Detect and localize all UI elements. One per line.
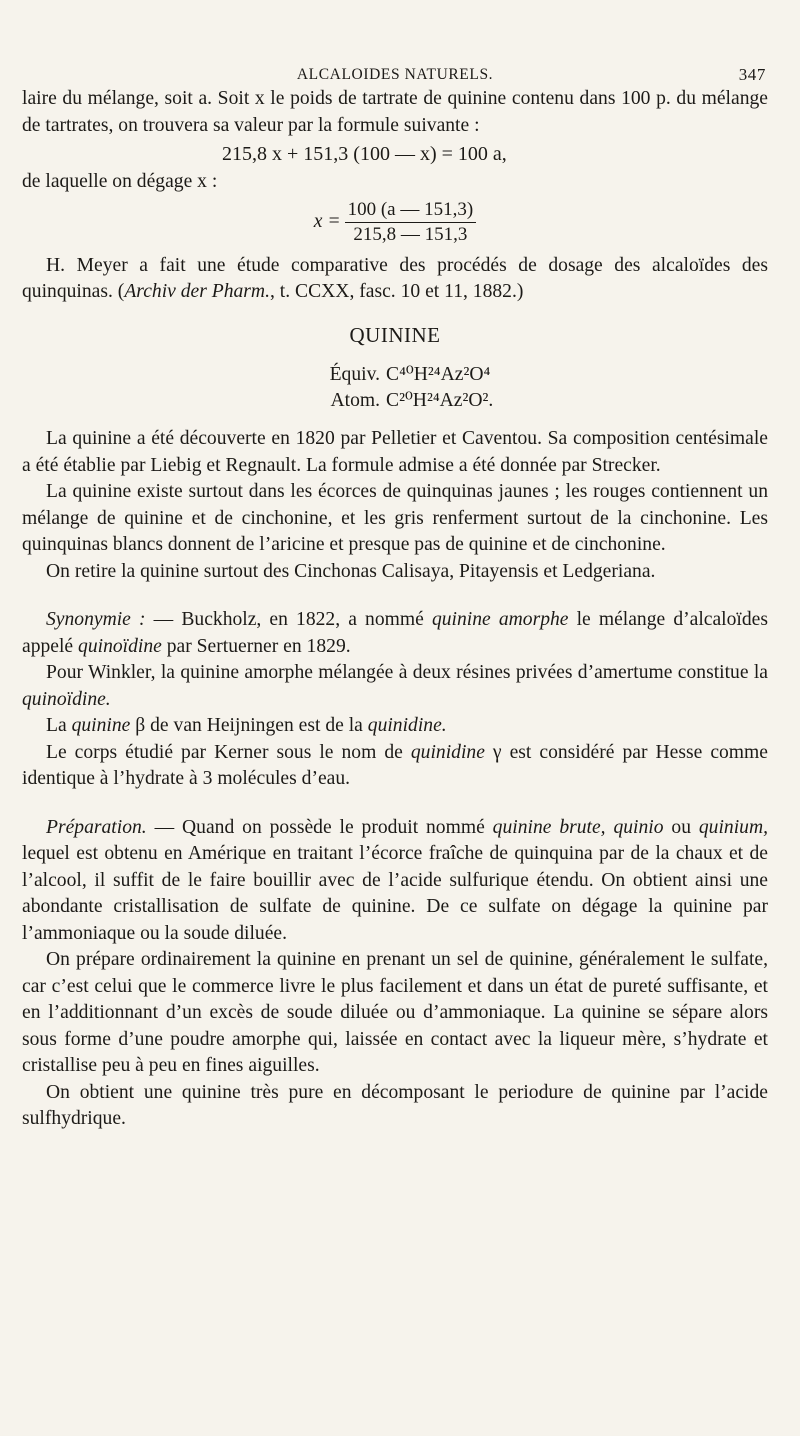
paragraph-barks: La quinine existe surtout dans les écorces de quinquinas jaunes ; les rouges contiennent un mélange de quinine et de cinchonine, et les gris renferment surtout de la cinchonine. Les quinquinas blancs donnent de l’aricine et presque pas de quinine et de cinchonine. [22, 481, 768, 555]
fraction-variable: x = [313, 210, 341, 232]
text-run: — Buckholz, en 1822, a nommé [145, 609, 432, 630]
text-line: laire du mélange, soit a. Soit x le poids de tartrate de quinine contenu dans 100 p. du mélange de tartrates, on trouvera sa valeur par la formule suivante : [22, 88, 768, 136]
italic-term: quinine brute, quinio [492, 816, 664, 838]
paragraph-cinchonas: On retire la quinine surtout des Cinchonas Calisaya, Pitayensis et Ledgeriana. [46, 560, 656, 582]
running-header [22, 58, 768, 86]
spacer [22, 414, 768, 426]
text-run: lequel est obtenu en Amérique en traitant l’écorce fraîche de quinquina par de la chaux et de l’alcool, il suffit de le faire bouillir avec de l’acide sulfurique étendu. On obtient ainsi une abondante cristallisation de sulfate de quinine. De ce sulfate on dégage la quinine par l’ammoniaque ou la soude diluée. [22, 843, 768, 944]
paragraph-preparation [22, 815, 768, 948]
equiv-row [312, 362, 768, 388]
text-run: γ est considéré par Hesse comme identique à l’hydrate à 3 molécules d’eau. [22, 741, 768, 789]
text-run: le mélange d’alcaloïdes appelé [22, 609, 768, 657]
equation-text: 215,8 x + 151,3 (100 — x) = 100 a, [222, 143, 507, 165]
atom-label: Atom. [330, 390, 380, 411]
text-run: ou [663, 816, 699, 838]
meyer-paragraph: H. Meyer a fait une étude comparative des procédés de dosage des alcaloïdes des quinquinas. (Archiv der Pharm., t. CCXX, fasc. 10 et 11, 1882.) [22, 254, 768, 302]
text-run: La [46, 715, 72, 736]
formula-block [22, 362, 768, 414]
italic-term: quinine amorphe [431, 609, 569, 630]
italic-term: quinoïdine. [22, 688, 111, 710]
italic-term: quinoïdine [78, 635, 162, 657]
synonymie-label: Synonymie : [46, 609, 146, 630]
page-number: 347 [738, 65, 766, 84]
meyer-text: H. Meyer a fait une étude comparative des procédés de dosage des alcaloïdes des quinquinas. [22, 254, 768, 302]
italic-term: quinidine. [367, 715, 447, 736]
atom-row [312, 388, 768, 414]
meyer-reference-title: Archiv der Pharm. [124, 281, 270, 302]
italic-term: quinium, [698, 816, 768, 838]
preparation-label: Préparation. [46, 816, 147, 838]
text-run: Pour Winkler, la quinine amorphe mélangée à deux résines privées d’amertume constitue la [46, 662, 768, 683]
paragraph-discovery: La quinine a été découverte en 1820 par Pelletier et Caventou. Sa composition centésimale a été établie par Liebig et Regnault. La formule admise a été donnée par Strecker. [22, 428, 768, 476]
paragraph-beta [22, 713, 768, 740]
text-run: par Sertuerner en 1829. [161, 635, 351, 657]
text-run: β de van Heijningen est de la [130, 715, 368, 736]
paragraph-prepare: On prépare ordinairement la quinine en prenant un sel de quinine, généralement le sulfate, car c’est celui que le commerce livre le plus facilement et dans un état de pureté suffisante, et en l’additionnant d’un excès de soude diluée ou d’ammoniaque. La quinine se sépare alors sous forme d’une poudre amorphe qui, laissée en contact avec la liqueur mère, s’hydrate et cristallise peu à peu en fines aiguilles. [22, 949, 768, 1076]
paragraph-winkler [22, 660, 768, 713]
italic-term: quinidine [410, 741, 485, 763]
text-run: — Quand on possède le produit nommé [146, 816, 493, 838]
paragraph-periodure: On obtient une quinine très pure en décomposant le periodure de quinine par l’acide sulfhydrique. [22, 1081, 768, 1129]
equation [22, 139, 768, 169]
running-title: ALCALOIDES NATURELS. [296, 66, 494, 83]
meyer-reference-rest: , t. CCXX, fasc. 10 et 11, 1882.) [269, 281, 524, 302]
document-page [22, 58, 768, 1133]
text-line: de laquelle on dégage x : [22, 171, 218, 192]
section-title: QUININE [349, 322, 441, 347]
paragraph-kerner [22, 740, 768, 793]
text-run: Le corps étudié par Kerner sous le nom de [46, 741, 411, 763]
spacer [22, 585, 768, 607]
fraction-numerator: 100 (a — 151,3) [345, 198, 477, 223]
paragraph-synonymie [22, 607, 768, 660]
atom-formula: C²⁰H²⁴Az²O². [386, 390, 494, 411]
equiv-formula: C⁴⁰H²⁴Az²O⁴ [386, 364, 491, 385]
italic-term: quinine [71, 715, 131, 736]
fraction-equation [22, 198, 768, 247]
equiv-label: Équiv. [329, 364, 380, 385]
fraction [345, 198, 477, 247]
spacer [22, 793, 768, 815]
fraction-denominator: 215,8 — 151,3 [353, 223, 468, 245]
